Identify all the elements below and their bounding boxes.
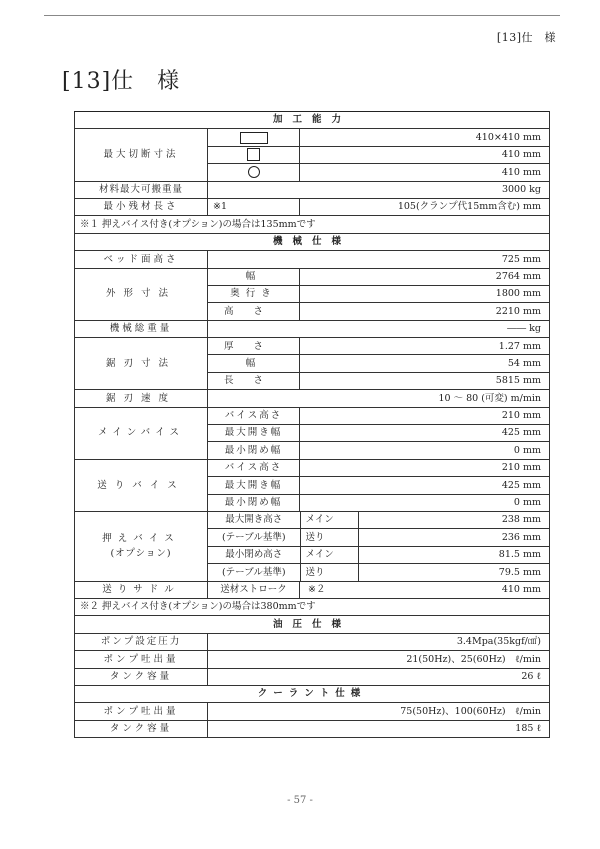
note-2: ※２ 押えバイス付き(オプション)の場合は380mmです xyxy=(75,598,550,615)
bed-height-value: 725 mm xyxy=(208,251,550,268)
feed-min-close: 0 mm xyxy=(300,494,550,511)
header-section-ref: [13]仕 様 xyxy=(496,31,556,44)
clamp-max-open-label: 最大開き高さ xyxy=(208,512,300,529)
length-label: 長さ xyxy=(208,372,300,389)
main-vise-height: 210 mm xyxy=(300,407,550,424)
depth-value: 1800 mm xyxy=(300,285,550,302)
table-row xyxy=(208,512,549,529)
square-icon xyxy=(247,148,260,161)
circle-icon xyxy=(248,166,260,178)
table-row xyxy=(75,459,550,476)
clamp-vise-grid xyxy=(208,511,550,581)
header-rule xyxy=(44,15,560,16)
outer-dim-label: 外形寸法 xyxy=(75,268,208,320)
coolant-tank-label: タンク容量 xyxy=(75,720,208,737)
note-row xyxy=(75,598,550,615)
table-row xyxy=(75,390,550,407)
rect-value: 410×410 mm xyxy=(300,129,550,146)
table-row xyxy=(75,251,550,268)
feed-max-open: 425 mm xyxy=(300,477,550,494)
table-row xyxy=(75,651,550,668)
clamp-max-feed: 236 mm xyxy=(358,529,549,546)
table-row xyxy=(208,546,549,563)
table-row xyxy=(75,129,550,146)
clamp-min-main: 81.5 mm xyxy=(358,546,549,563)
table-row xyxy=(75,633,550,650)
blade-width-label: 幅 xyxy=(208,355,300,372)
feed-label: 送り xyxy=(300,564,358,581)
vise-height-label: バイス高さ xyxy=(208,407,300,424)
round-value: 410 mm xyxy=(300,164,550,181)
pump-pressure-value: 3.4Mpa(35kgf/㎠) xyxy=(208,633,550,650)
spec-table xyxy=(74,111,550,738)
section-title: 油圧仕様 xyxy=(75,616,550,633)
note-row xyxy=(75,216,550,233)
max-load-label: 材料最大可搬重量 xyxy=(75,181,208,198)
blade-dim-label: 鋸刃寸法 xyxy=(75,338,208,390)
table-row xyxy=(75,581,550,598)
main-max-open: 425 mm xyxy=(300,425,550,442)
table-ref-label: (テーブル基準) xyxy=(208,529,300,546)
max-open-label: 最大開き幅 xyxy=(208,425,300,442)
max-cut-label: 最大切断寸法 xyxy=(75,129,208,181)
table-row xyxy=(75,320,550,337)
section-title: クーラント仕様 xyxy=(75,685,550,702)
page-number: - 57 - xyxy=(287,795,313,806)
thickness-value: 1.27 mm xyxy=(300,338,550,355)
square-shape-cell xyxy=(208,146,300,163)
stroke-label: 送材ストローク xyxy=(208,581,300,598)
pump-output-value: 21(50Hz)、25(60Hz) ℓ/min xyxy=(208,651,550,668)
clamp-min-feed: 79.5 mm xyxy=(498,566,541,578)
thickness-label: 厚さ xyxy=(208,338,300,355)
section-processing xyxy=(75,112,550,129)
tank-value: 26 ℓ xyxy=(208,668,550,685)
min-remain-value: 105(クランプ代15mm含む) mm xyxy=(300,198,550,215)
blade-width-value: 54 mm xyxy=(300,355,550,372)
table-row xyxy=(208,529,549,546)
main-label: メイン xyxy=(300,546,358,563)
max-load-value: 3000 kg xyxy=(208,181,550,198)
min-close-label: 最小閉め幅 xyxy=(208,442,300,459)
pump-output-label: ポンプ吐出量 xyxy=(75,651,208,668)
round-shape-cell xyxy=(208,164,300,181)
table-row xyxy=(75,703,550,720)
table-row xyxy=(75,668,550,685)
min-close-label: 最小閉め幅 xyxy=(208,494,300,511)
height-value: 2210 mm xyxy=(300,303,550,320)
height-label: 高さ xyxy=(208,303,300,320)
length-value: 5815 mm xyxy=(300,372,550,389)
clamp-vise-label xyxy=(75,511,208,581)
coolant-pump-output-value: 75(50Hz)、100(60Hz) ℓ/min xyxy=(208,703,550,720)
clamp-vise-option: (オプション) xyxy=(110,548,172,560)
clamp-vise-title: 押えバイス xyxy=(102,533,180,545)
feed-vise-height: 210 mm xyxy=(300,459,550,476)
coolant-tank-value: 185 ℓ xyxy=(208,720,550,737)
page-title: [13]仕 様 xyxy=(62,69,181,94)
section-title: 機械仕様 xyxy=(75,233,550,250)
table-row xyxy=(75,720,550,737)
square-value: 410 mm xyxy=(300,146,550,163)
tank-label: タンク容量 xyxy=(75,668,208,685)
stroke-cell xyxy=(300,581,550,598)
table-row xyxy=(75,407,550,424)
table-ref-label: (テーブル基準) xyxy=(208,564,300,581)
bed-height-label: ベッド面高さ xyxy=(75,251,208,268)
section-coolant xyxy=(75,685,550,702)
stroke-value: 410 mm xyxy=(501,583,541,595)
feed-label: 送り xyxy=(300,529,358,546)
width-value: 2764 mm xyxy=(300,268,550,285)
clamp-min-close-label: 最小閉め高さ xyxy=(208,546,300,563)
clamp-max-main: 238 mm xyxy=(358,512,549,529)
table-row xyxy=(75,268,550,285)
section-hydraulic xyxy=(75,616,550,633)
rectangle-icon xyxy=(240,132,268,144)
feed-vise-label: 送りバイス xyxy=(75,459,208,511)
main-min-close: 0 mm xyxy=(300,442,550,459)
rect-shape-cell xyxy=(208,129,300,146)
depth-label: 奥行き xyxy=(208,285,300,302)
coolant-pump-output-label: ポンプ吐出量 xyxy=(75,703,208,720)
min-remain-mark: ※1 xyxy=(208,198,300,215)
weight-label: 機械総重量 xyxy=(75,320,208,337)
blade-speed-value: 10 ～ 80 (可変) m/min xyxy=(208,390,550,407)
max-open-label: 最大開き幅 xyxy=(208,477,300,494)
table-row xyxy=(75,181,550,198)
pump-pressure-label: ポンプ設定圧力 xyxy=(75,633,208,650)
feed-saddle-label: 送りサドル xyxy=(75,581,208,598)
min-remain-label: 最小残材長さ xyxy=(75,198,208,215)
main-vise-label: メインバイス xyxy=(75,407,208,459)
width-label: 幅 xyxy=(208,268,300,285)
section-title: 加工能力 xyxy=(75,112,550,129)
table-row xyxy=(208,564,549,581)
main-label: メイン xyxy=(300,512,358,529)
clamp-subtable xyxy=(208,512,549,581)
blade-speed-label: 鋸刃速度 xyxy=(75,390,208,407)
weight-value: ―― kg xyxy=(208,320,550,337)
note-1: ※１ 押えバイス付き(オプション)の場合は135mmです xyxy=(75,216,550,233)
section-machine xyxy=(75,233,550,250)
vise-height-label: バイス高さ xyxy=(208,459,300,476)
table-row xyxy=(75,198,550,215)
table-row xyxy=(75,338,550,355)
stroke-mark: ※２ xyxy=(308,583,326,595)
